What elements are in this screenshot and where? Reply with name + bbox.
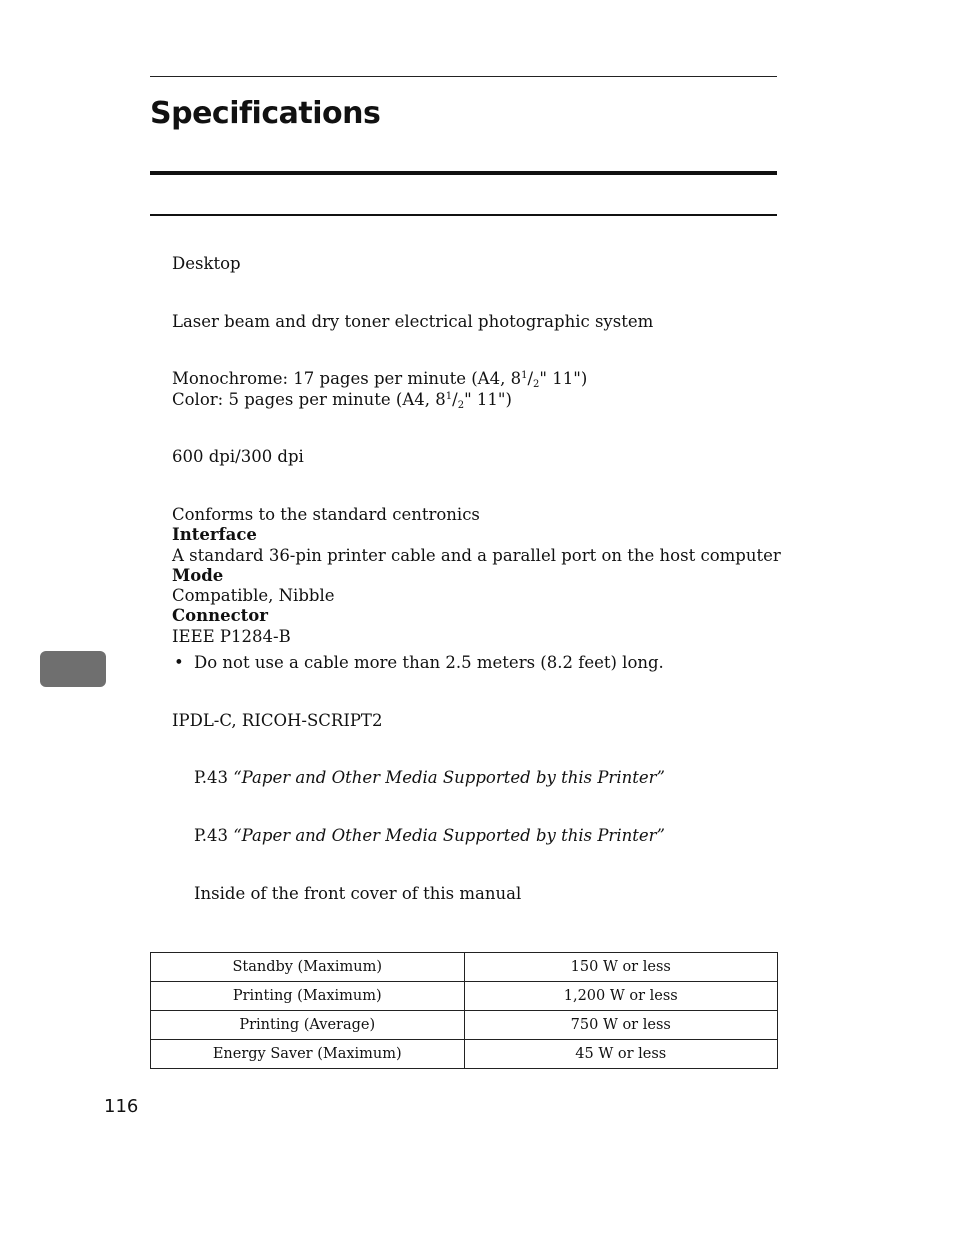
size-suffix: " 11")	[464, 390, 512, 409]
speed-color-text: Color: 5 pages per minute (A4, 8	[172, 390, 446, 409]
value-cell: 1,200 W or less	[464, 982, 778, 1011]
fraction-numerator: 1	[445, 391, 453, 402]
table-row	[151, 953, 778, 982]
interface-value: A standard 36-pin printer cable and a parallel port on the host computer	[172, 546, 781, 565]
table-row	[151, 1011, 778, 1040]
reference-page: P.43	[194, 826, 234, 845]
value-cell: 45 W or less	[464, 1040, 778, 1069]
page-title: Specifications	[150, 96, 381, 131]
size-suffix: " 11")	[539, 369, 588, 388]
reference-link-2[interactable]: “Paper and Other Media Supported by this Printer”	[233, 826, 665, 845]
dimensions-reference: Inside of the front cover of this manual	[194, 884, 522, 903]
chapter-tab	[40, 651, 106, 687]
section-rule-thick	[150, 171, 777, 175]
cable-note: Do not use a cable more than 2.5 meters (8.2 feet) long.	[194, 653, 664, 672]
mode-cell: Standby (Maximum)	[151, 953, 465, 982]
print-speed-mono: Monochrome: 17 pages per minute (A4, $8^1/_2$" 11")	[172, 369, 588, 390]
reference-link-1[interactable]: “Paper and Other Media Supported by this Printer”	[233, 768, 665, 787]
section-rule	[150, 214, 777, 216]
table-row	[151, 1040, 778, 1069]
connector-value: IEEE P1284-B	[172, 627, 291, 646]
page-number: 116	[104, 1096, 139, 1117]
value-cell: 750 W or less	[464, 1011, 778, 1040]
fraction-numerator: 1	[521, 370, 528, 381]
mode-cell: Printing (Maximum)	[151, 982, 465, 1011]
table-row	[151, 982, 778, 1011]
mode-value: Compatible, Nibble	[172, 586, 335, 605]
resolution-value: 600 dpi/300 dpi	[172, 447, 304, 466]
printer-language-value: IPDL-C, RICOH-SCRIPT2	[172, 711, 383, 730]
interface-label: Interface	[172, 525, 257, 544]
print-speed-color: Color: 5 pages per minute (A4, $8^1/_2$" 11")	[172, 390, 512, 411]
bullet-icon: •	[174, 653, 184, 672]
paper-type-reference	[194, 826, 665, 846]
value-cell: 150 W or less	[464, 953, 778, 982]
paper-size-reference	[194, 768, 665, 788]
print-process-value: Laser beam and dry toner electrical photographic system	[172, 312, 654, 331]
fraction-denominator: 2	[533, 379, 540, 390]
mode-cell: Energy Saver (Maximum)	[151, 1040, 465, 1069]
speed-mono-text: Monochrome: 17 pages per minute (A4, 8	[172, 369, 522, 388]
reference-page: P.43	[194, 768, 234, 787]
interface-line: Conforms to the standard centronics	[172, 505, 480, 524]
configuration-value: Desktop	[172, 254, 241, 273]
mode-label: Mode	[172, 566, 224, 585]
connector-label: Connector	[172, 606, 268, 625]
power-consumption-table	[150, 952, 778, 1069]
mode-cell: Printing (Average)	[151, 1011, 465, 1040]
fraction-denominator: 2	[457, 400, 465, 411]
header-rule	[150, 76, 777, 77]
